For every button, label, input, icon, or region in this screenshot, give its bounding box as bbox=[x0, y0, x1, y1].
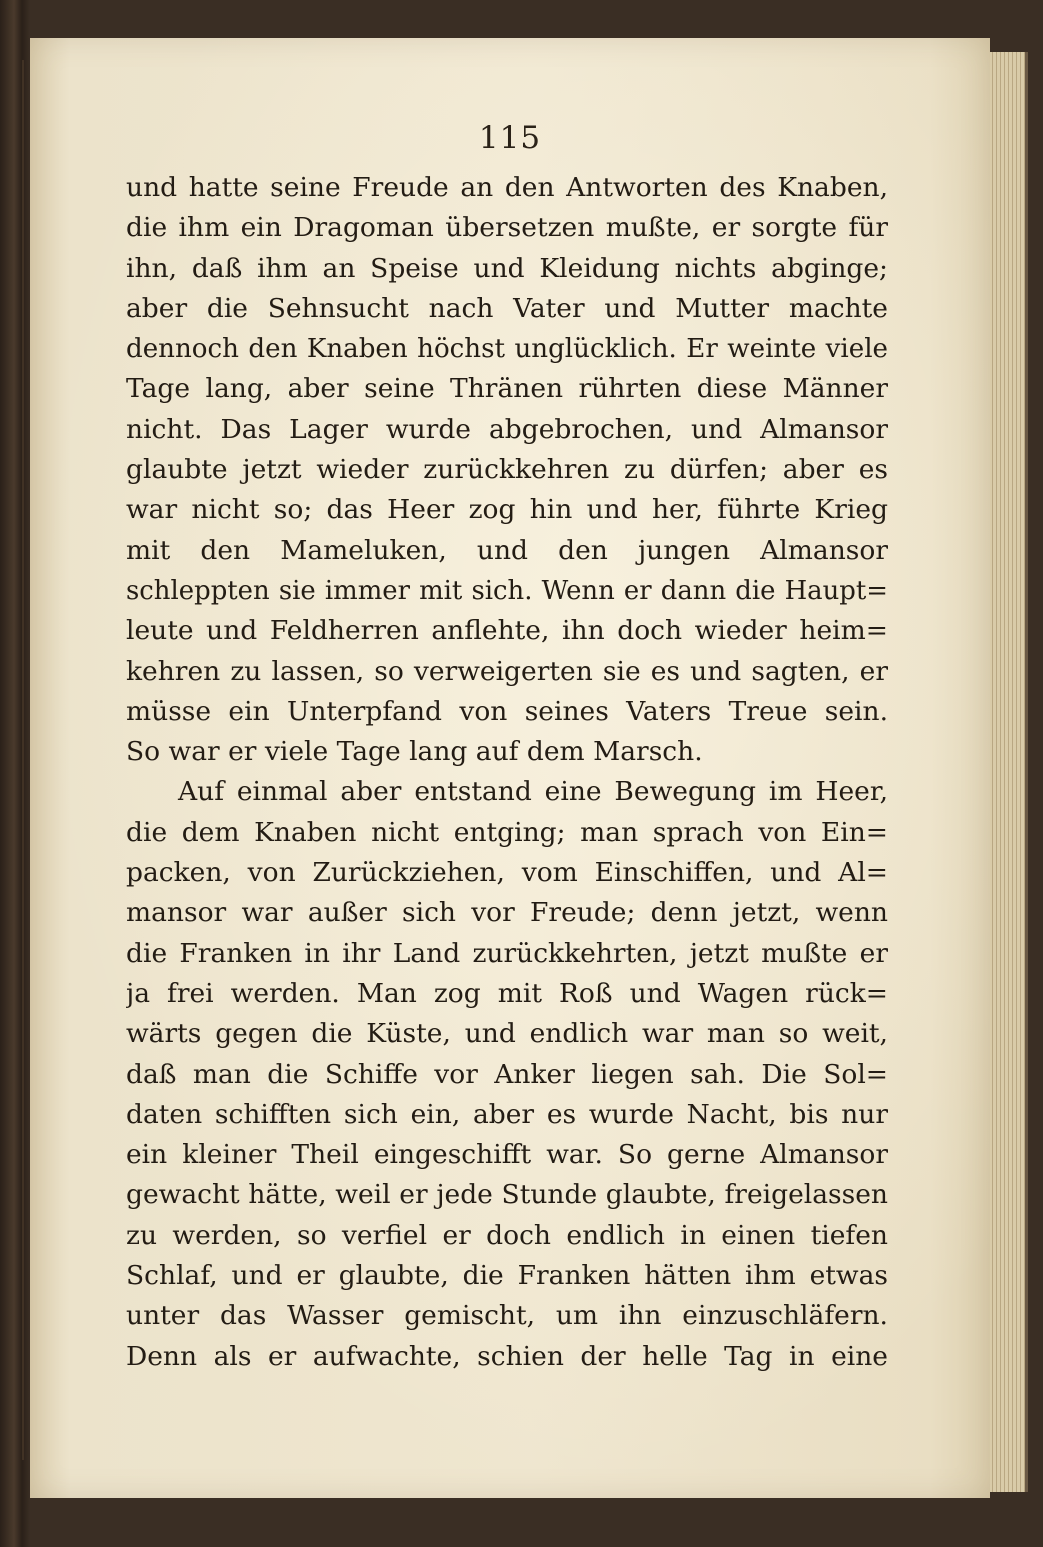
text-line: müsse ein Unterpfand von seines Vaters Treue sein. bbox=[126, 695, 888, 727]
text-line: ihn, daß ihm an Speise und Kleidung nichts abginge; bbox=[126, 252, 888, 284]
text-line: unter das Wasser gemischt, um ihn einzuschläfern. bbox=[126, 1300, 888, 1332]
text-line: nicht. Das Lager wurde abgebrochen, und Almansor bbox=[126, 413, 888, 445]
text-line: dennoch den Knaben höchst unglücklich. Er weinte viele bbox=[126, 334, 888, 365]
text-line: ein kleiner Theil eingeschifft war. So gerne Almansor bbox=[126, 1139, 888, 1171]
text-line: wärts gegen die Küste, und endlich war man so weit, bbox=[126, 1018, 888, 1050]
text-line: Schlaf, und er glaubte, die Franken hätten ihm etwas bbox=[126, 1260, 888, 1292]
body-text bbox=[126, 168, 888, 1377]
text-line: gewacht hätte, weil er jede Stunde glaubte, freigelassen bbox=[126, 1179, 888, 1211]
text-line: die dem Knaben nicht entging; man sprach von Ein= bbox=[126, 816, 888, 848]
text-line: daß man die Schiffe vor Anker liegen sah. Die Sol= bbox=[126, 1058, 888, 1090]
text-line: So war er viele Tage lang auf dem Marsch. bbox=[126, 736, 703, 768]
text-line: kehren zu lassen, so verweigerten sie es und sagten, er bbox=[126, 655, 888, 687]
text-line: die Franken in ihr Land zurückkehrten, jetzt mußte er bbox=[126, 937, 888, 969]
page-edges bbox=[985, 52, 1028, 1492]
text-line: mit den Mameluken, und den jungen Almansor bbox=[126, 534, 888, 566]
text-line: leute und Feldherren anflehte, ihn doch wieder heim= bbox=[126, 615, 888, 647]
book-page bbox=[30, 38, 990, 1498]
text-line: Denn als er aufwachte, schien der helle Tag in eine bbox=[126, 1340, 888, 1372]
text-line: zu werden, so verfiel er doch endlich in einen tiefen bbox=[126, 1219, 888, 1251]
text-line: schleppten sie immer mit sich. Wenn er dann die Haupt= bbox=[126, 575, 888, 606]
text-line: ja frei werden. Man zog mit Roß und Wagen rück= bbox=[126, 977, 888, 1009]
text-line: war nicht so; das Heer zog hin und her, führte Krieg bbox=[126, 494, 888, 526]
binding-edge bbox=[22, 60, 24, 1460]
text-line: daten schifften sich ein, aber es wurde Nacht, bis nur bbox=[126, 1098, 888, 1130]
page-number: 115 bbox=[478, 120, 542, 156]
text-line: glaubte jetzt wieder zurückkehren zu dürfen; aber es bbox=[126, 454, 888, 486]
text-line: und hatte seine Freude an den Antworten des Knaben, bbox=[126, 172, 888, 203]
text-line: aber die Sehnsucht nach Vater und Mutter machte bbox=[126, 292, 888, 324]
text-line: Tage lang, aber seine Thränen rührten diese Männer bbox=[126, 373, 888, 405]
text-line: Auf einmal aber entstand eine Bewegung im Heer, bbox=[178, 776, 888, 808]
text-line: mansor war außer sich vor Freude; denn jetzt, wenn bbox=[126, 897, 888, 929]
text-line: packen, von Zurückziehen, vom Einschiffen, und Al= bbox=[126, 857, 888, 889]
text-line: die ihm ein Dragoman übersetzen mußte, er sorgte für bbox=[126, 212, 888, 244]
